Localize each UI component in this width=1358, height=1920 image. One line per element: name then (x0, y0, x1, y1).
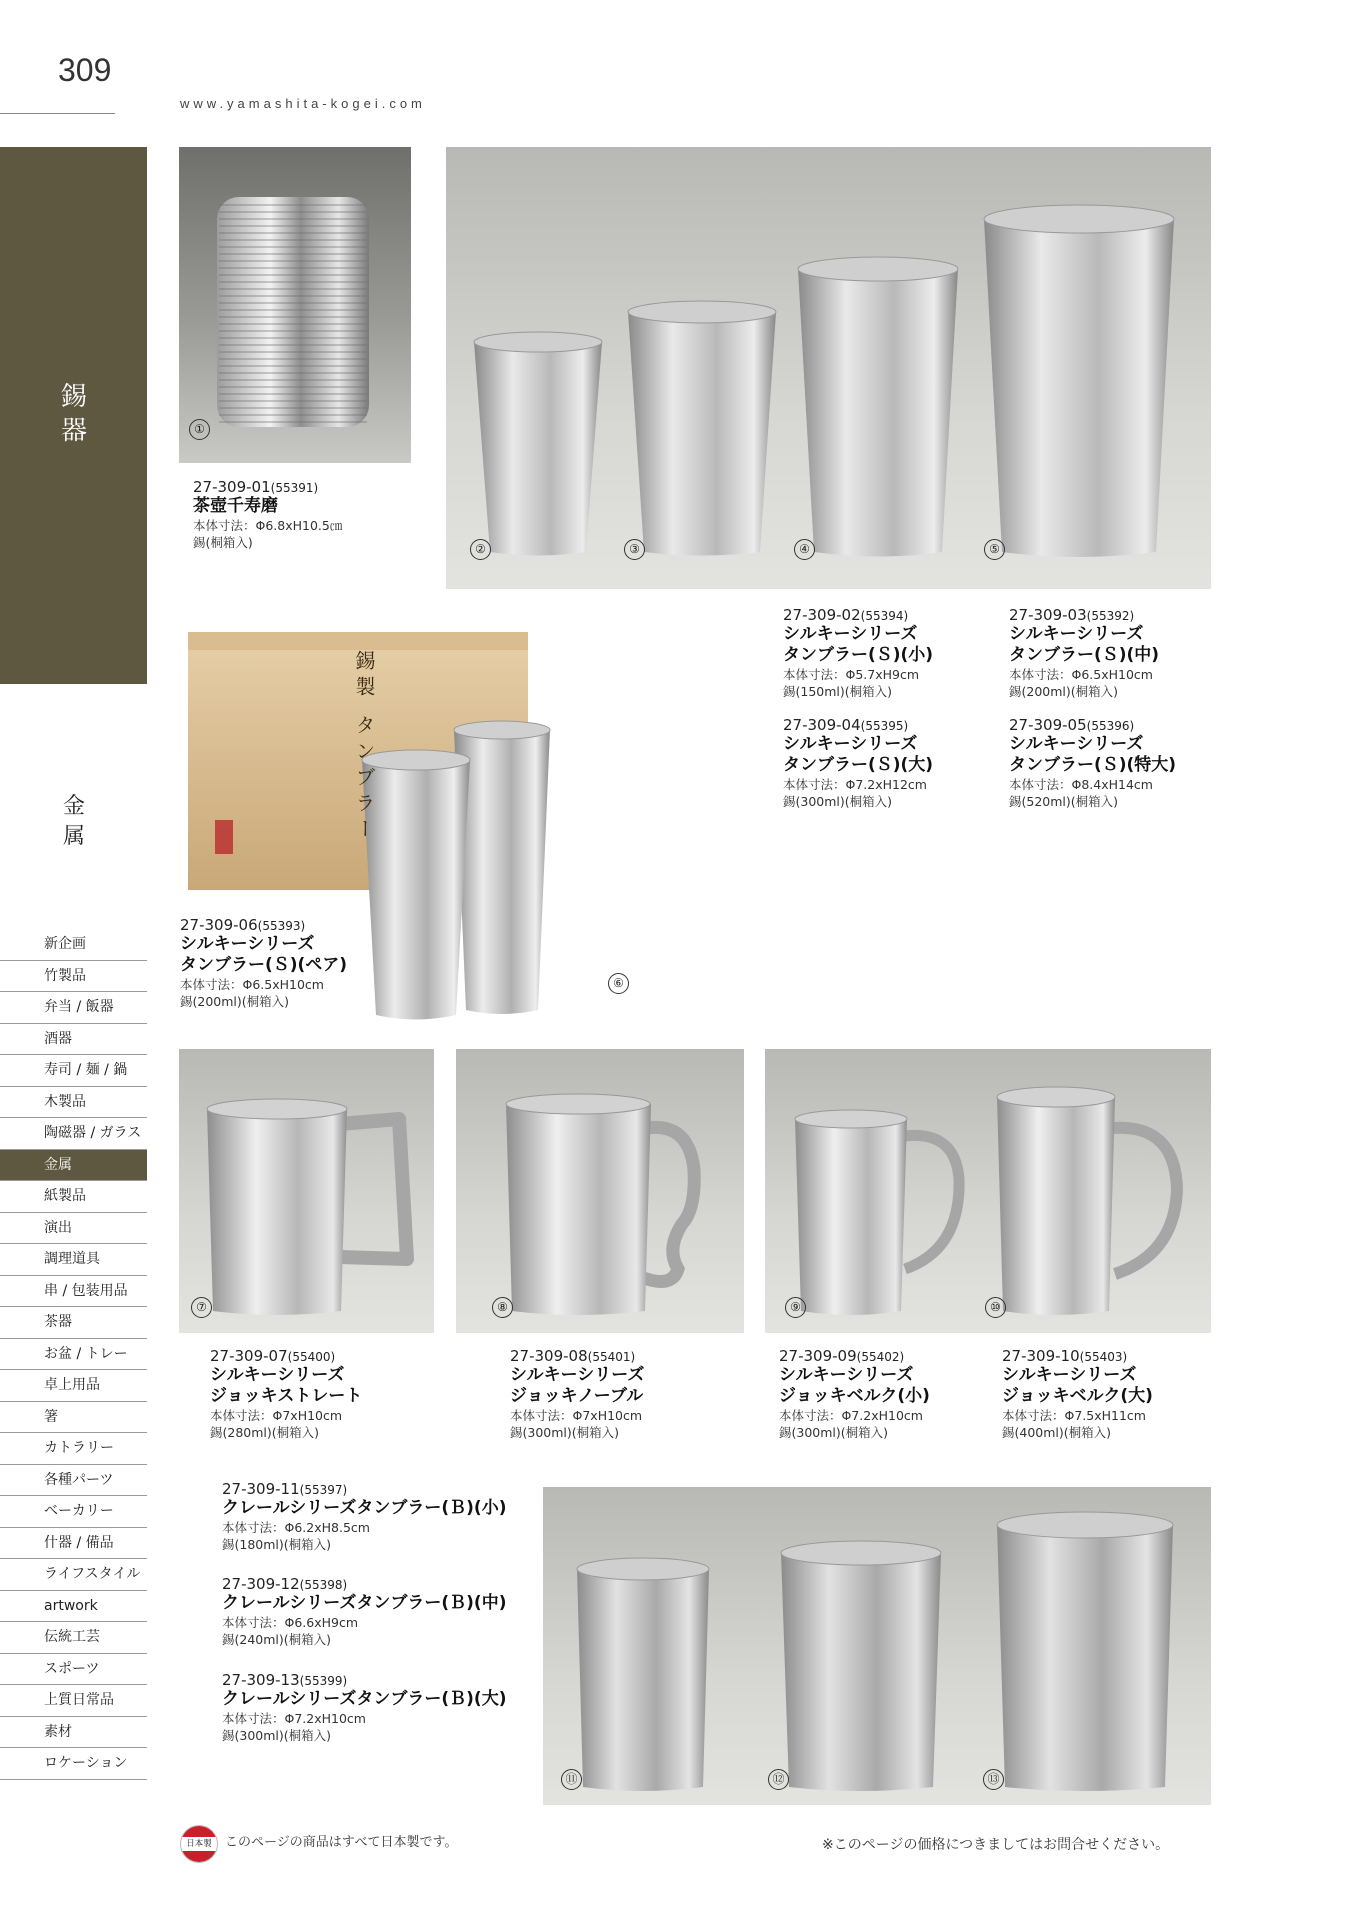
mark-6: ⑥ (608, 973, 629, 994)
product-desc-7 (210, 1347, 362, 1441)
category-nav (0, 929, 147, 1780)
product-photo-8 (456, 1049, 744, 1333)
product-desc-3 (1009, 606, 1159, 700)
product-name: ジョッキストレート (210, 1386, 363, 1406)
mark-3: ③ (624, 539, 645, 560)
mark-10: ⑩ (985, 1297, 1006, 1318)
mark-8: ⑧ (492, 1297, 513, 1318)
nav-item[interactable]: 卓上用品 (0, 1370, 147, 1402)
product-name: タンブラー(Ｓ)(中) (1009, 645, 1160, 665)
product-code: 27-309-05 (1009, 716, 1087, 734)
page-number-rule (0, 113, 115, 114)
mug-berg-pair-illustration (765, 1049, 1211, 1333)
product-series: シルキーシリーズ (783, 624, 918, 644)
product-sub-code: (55394) (860, 609, 909, 623)
product-desc-2 (783, 606, 933, 700)
product-material: 錫(520ml)(桐箱入) (1009, 794, 1119, 809)
product-size: 本体寸法：Φ7.2xH12cm (783, 777, 927, 792)
nav-item[interactable]: 箸 (0, 1402, 147, 1434)
badge-text: 日本製 (186, 1839, 212, 1849)
product-sub-code: (55403) (1079, 1350, 1128, 1364)
product-name: ジョッキベルク(大) (1002, 1386, 1153, 1406)
mark-11: ⑪ (561, 1769, 582, 1790)
product-series: シルキーシリーズ (210, 1365, 345, 1385)
product-sub-code: (55402) (856, 1350, 905, 1364)
product-material: 錫(200ml)(桐箱入) (1009, 684, 1119, 699)
product-material: 錫(300ml)(桐箱入) (222, 1728, 332, 1743)
product-desc-10 (1002, 1347, 1153, 1441)
product-name: クレールシリーズタンブラー(Ｂ)(大) (222, 1689, 507, 1709)
product-desc-12 (222, 1575, 506, 1648)
product-size: 本体寸法：Φ7.2xH10cm (779, 1408, 923, 1423)
product-name: タンブラー(Ｓ)(特大) (1009, 755, 1177, 775)
product-name: ジョッキベルク(小) (779, 1386, 930, 1406)
product-name: タンブラー(Ｓ)(ペア) (180, 955, 348, 975)
product-sub-code: (55392) (1086, 609, 1135, 623)
clair-tumbler-set-illustration (543, 1487, 1211, 1805)
product-series: シルキーシリーズ (1009, 734, 1144, 754)
product-photo-1 (179, 147, 411, 463)
product-code: 27-309-04 (783, 716, 861, 734)
product-code: 27-309-01 (193, 478, 271, 496)
product-series: シルキーシリーズ (783, 734, 918, 754)
nav-item[interactable]: 演出 (0, 1213, 147, 1245)
nav-item[interactable]: ライフスタイル (0, 1559, 147, 1591)
product-code: 27-309-08 (510, 1347, 588, 1365)
product-material: 錫(300ml)(桐箱入) (783, 794, 893, 809)
nav-item[interactable]: 新企画 (0, 929, 147, 961)
product-size: 本体寸法：Φ7.5xH11cm (1002, 1408, 1146, 1423)
product-desc-1 (193, 478, 342, 551)
nav-item[interactable]: 弁当 / 飯器 (0, 992, 147, 1024)
made-in-japan-badge (180, 1825, 218, 1863)
product-size: 本体寸法：Φ7xH10cm (510, 1408, 643, 1423)
product-material: 錫(150ml)(桐箱入) (783, 684, 893, 699)
product-series: シルキーシリーズ (1002, 1365, 1137, 1385)
product-size: 本体寸法：Φ6.5xH10cm (180, 977, 324, 992)
site-url: www.yamashita-kogei.com (180, 96, 426, 111)
product-desc-9 (779, 1347, 930, 1441)
nav-item[interactable]: 素材 (0, 1717, 147, 1749)
nav-item[interactable]: 上質日常品 (0, 1685, 147, 1717)
nav-item[interactable]: 金属 (0, 1150, 147, 1182)
product-size: 本体寸法：Φ8.4xH14cm (1009, 777, 1153, 792)
product-name: クレールシリーズタンブラー(Ｂ)(中) (222, 1593, 507, 1613)
product-code: 27-309-02 (783, 606, 861, 624)
product-code: 27-309-12 (222, 1575, 300, 1593)
product-material: 錫(300ml)(桐箱入) (779, 1425, 889, 1440)
mark-13: ⑬ (983, 1769, 1004, 1790)
page-number: 309 (58, 52, 112, 88)
product-desc-5 (1009, 716, 1176, 810)
product-sub-code: (55396) (1086, 719, 1135, 733)
product-photo-11-13 (543, 1487, 1211, 1805)
nav-item[interactable]: ロケーション (0, 1748, 147, 1780)
product-code: 27-309-03 (1009, 606, 1087, 624)
product-code: 27-309-06 (180, 916, 258, 934)
mark-9: ⑨ (785, 1297, 806, 1318)
product-sub-code: (55395) (860, 719, 909, 733)
box-label: 錫製 タンブラー (352, 650, 376, 845)
nav-item[interactable]: 什器 / 備品 (0, 1528, 147, 1560)
nav-item[interactable]: 竹製品 (0, 961, 147, 993)
product-material: 錫(240ml)(桐箱入) (222, 1632, 332, 1647)
nav-item[interactable]: ベーカリー (0, 1496, 147, 1528)
product-material: 錫(200ml)(桐箱入) (180, 994, 290, 1009)
product-desc-13 (222, 1671, 506, 1744)
nav-item[interactable]: スポーツ (0, 1654, 147, 1686)
product-material: 錫(400ml)(桐箱入) (1002, 1425, 1112, 1440)
product-code: 27-309-09 (779, 1347, 857, 1365)
product-size: 本体寸法：Φ5.7xH9cm (783, 667, 920, 682)
category-sub: 金 属 (62, 794, 85, 849)
mug-straight-illustration (179, 1049, 434, 1333)
product-name: クレールシリーズタンブラー(Ｂ)(小) (222, 1498, 507, 1518)
product-name: ジョッキノーブル (510, 1386, 644, 1406)
product-code: 27-309-07 (210, 1347, 288, 1365)
product-sub-code: (55393) (257, 919, 306, 933)
nav-item[interactable]: 伝統工芸 (0, 1622, 147, 1654)
product-desc-4 (783, 716, 933, 810)
product-name: タンブラー(Ｓ)(大) (783, 755, 934, 775)
product-size: 本体寸法：Φ6.6xH9cm (222, 1615, 359, 1630)
product-desc-11 (222, 1480, 506, 1553)
product-material: 錫(300ml)(桐箱入) (510, 1425, 620, 1440)
product-series: シルキーシリーズ (180, 934, 315, 954)
product-material: 錫(桐箱入) (193, 535, 253, 550)
nav-item[interactable]: 寿司 / 麺 / 鍋 (0, 1055, 147, 1087)
footer-made-in-japan-note: このページの商品はすべて日本製です。 (225, 1835, 458, 1850)
product-sub-code: (55391) (270, 481, 319, 495)
product-sub-code: (55400) (287, 1350, 336, 1364)
product-name: タンブラー(Ｓ)(小) (783, 645, 934, 665)
mark-5: ⑤ (984, 539, 1005, 560)
product-series: シルキーシリーズ (1009, 624, 1144, 644)
nav-item[interactable]: 調理道具 (0, 1244, 147, 1276)
product-photo-2-5 (446, 147, 1211, 589)
nav-item[interactable]: 串 / 包装用品 (0, 1276, 147, 1308)
nav-item[interactable]: お盆 / トレー (0, 1339, 147, 1371)
product-desc-8 (510, 1347, 644, 1441)
product-sub-code: (55397) (299, 1483, 348, 1497)
nav-item[interactable]: 茶器 (0, 1307, 147, 1339)
nav-item[interactable]: 紙製品 (0, 1181, 147, 1213)
mark-1: ① (189, 419, 210, 440)
product-code: 27-309-11 (222, 1480, 300, 1498)
mark-12: ⑫ (768, 1769, 789, 1790)
product-sub-code: (55398) (299, 1578, 348, 1592)
product-size: 本体寸法：Φ7xH10cm (210, 1408, 343, 1423)
nav-item[interactable]: カトラリー (0, 1433, 147, 1465)
product-series: シルキーシリーズ (510, 1365, 645, 1385)
nav-item[interactable]: artwork (0, 1591, 147, 1623)
category-main: 錫 器 (60, 382, 87, 446)
nav-item[interactable]: 各種パーツ (0, 1465, 147, 1497)
tumbler-set-illustration (446, 147, 1211, 589)
product-photo-9-10 (765, 1049, 1211, 1333)
product-size: 本体寸法：Φ6.8xH10.5㎝ (193, 518, 343, 533)
product-photo-7 (179, 1049, 434, 1333)
nav-item[interactable]: 木製品 (0, 1087, 147, 1119)
product-code: 27-309-10 (1002, 1347, 1080, 1365)
tea-caddy-illustration (179, 147, 411, 463)
product-series: シルキーシリーズ (779, 1365, 914, 1385)
mug-noble-illustration (456, 1049, 744, 1333)
mark-7: ⑦ (191, 1297, 212, 1318)
product-sub-code: (55401) (587, 1350, 636, 1364)
product-code: 27-309-13 (222, 1671, 300, 1689)
nav-item[interactable]: 酒器 (0, 1024, 147, 1056)
product-desc-6 (180, 916, 347, 1010)
footer-price-note: ※このページの価格につきましてはお問合せください。 (822, 1837, 1170, 1853)
product-material: 錫(180ml)(桐箱入) (222, 1537, 332, 1552)
product-size: 本体寸法：Φ6.2xH8.5cm (222, 1520, 370, 1535)
nav-item[interactable]: 陶磁器 / ガラス (0, 1118, 147, 1150)
product-name: 茶壺千寿磨 (193, 496, 278, 516)
mark-4: ④ (794, 539, 815, 560)
product-material: 錫(280ml)(桐箱入) (210, 1425, 320, 1440)
mark-2: ② (470, 539, 491, 560)
product-sub-code: (55399) (299, 1674, 348, 1688)
product-size: 本体寸法：Φ7.2xH10cm (222, 1711, 366, 1726)
product-size: 本体寸法：Φ6.5xH10cm (1009, 667, 1153, 682)
